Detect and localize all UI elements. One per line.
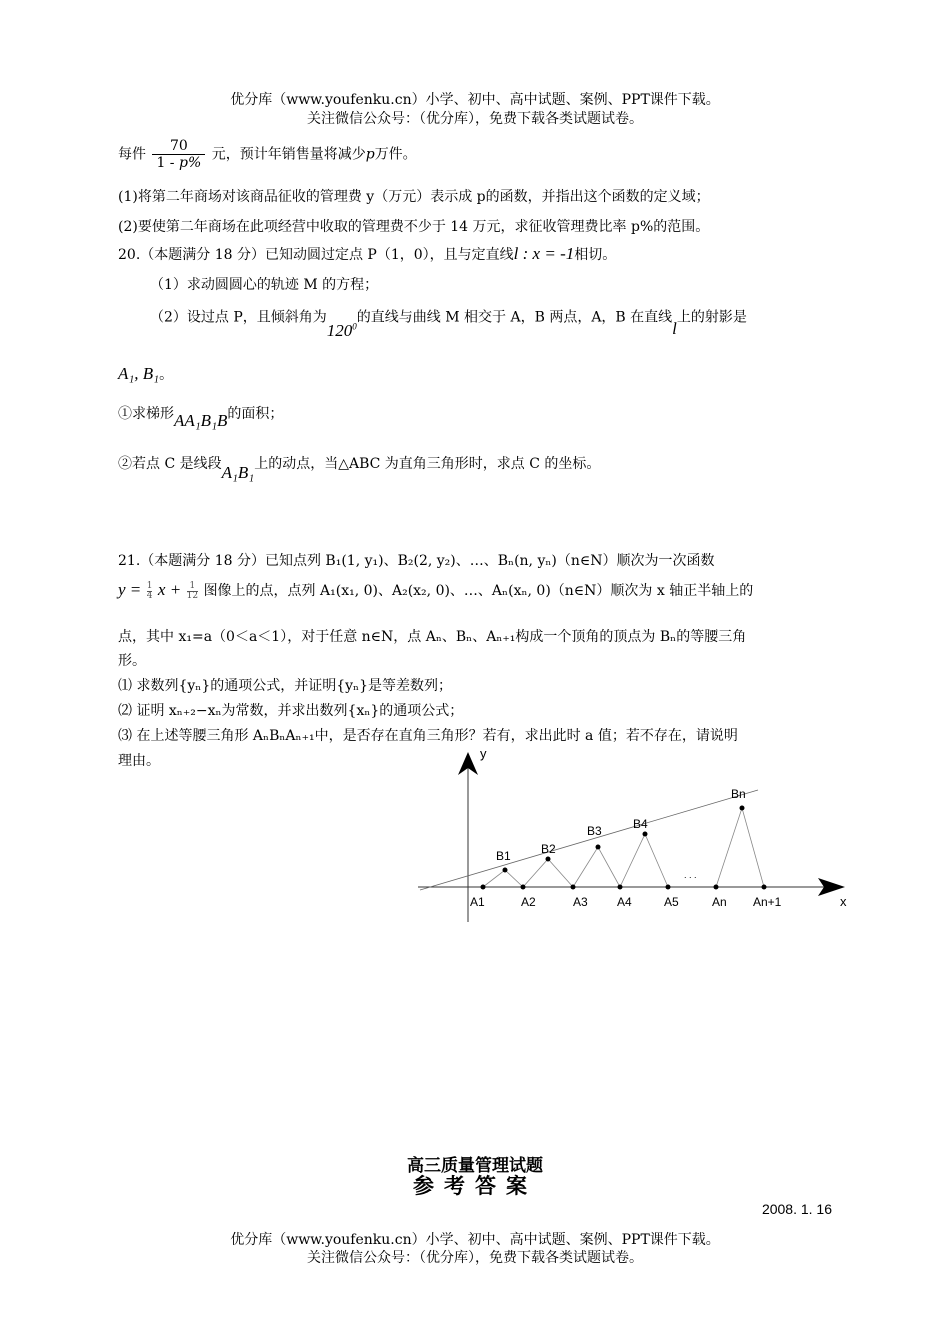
q21-stem-b: y = $\frac{1}{4}$ x + $\frac{1}{12}$ 图像上的点，点列 A₁(x₁, 0)、A₂(x₂, 0)、…、Aₙ(xₙ, 0)（n∈N）顺次为 x 轴正半轴上的 <box>118 580 754 601</box>
q21-part3a: ⑶ 在上述等腰三角形 AₙBₙAₙ₊₁中，是否存在直角三角形？若有，求出此时 a 值；若不存在，请说明 <box>118 728 738 744</box>
label-a1: A1 <box>470 895 485 909</box>
triangle-1 <box>483 870 523 887</box>
header-line-1: 优分库（www.youfenku.cn）小学、初中、高中试题、案例、PPT课件下载。 <box>230 92 720 108</box>
q21-part2: ⑵ 证明 xₙ₊₂−xₙ为常数，并求出数列{xₙ}的通项公式； <box>118 703 464 719</box>
label-a4: A4 <box>617 895 632 909</box>
q19-intro: 每件 $\frac{70}{1 - p\%}$ 元，预计年销售量将减少p万件。 <box>118 138 417 171</box>
answer-date: 2008. 1. 16 <box>761 1201 832 1217</box>
point-b3 <box>596 845 601 850</box>
label-a2: A2 <box>521 895 536 909</box>
label-b4: B4 <box>633 817 648 831</box>
triangle-4 <box>620 834 668 887</box>
price-fraction: $\frac{70}{1 - p\%}$ <box>152 138 205 171</box>
triangle-3 <box>573 847 620 887</box>
header-line-2: 关注微信公众号：（优分库），免费下载各类试题试卷。 <box>307 111 643 127</box>
label-bn: Bn <box>731 787 746 801</box>
directrix-formula: l : x = -1 <box>513 244 575 263</box>
point-an1 <box>762 885 767 890</box>
point-b2 <box>546 857 551 862</box>
label-b1: B1 <box>496 849 511 863</box>
point-b1 <box>503 868 508 873</box>
q20-part2: （2）设过点 P，且倾斜角为$120^0$的直线与曲线 M 相交于 A，B 两点，A，B 在直线l上的射影是 <box>150 309 747 340</box>
answer-title: 高三质量管理试题 <box>407 1156 543 1176</box>
point-b4 <box>643 832 648 837</box>
q21-stem-c: 点，其中 x₁=a（0＜a＜1），对于任意 n∈N，点 Aₙ、Bₙ、Aₙ₊₁构成一个顶角的顶点为 Bₙ的等腰三角 <box>118 629 747 645</box>
point-a5 <box>666 885 671 890</box>
label-a3: A3 <box>573 895 588 909</box>
q21-stem-a: 21.（本题满分 18 分）已知点列 B₁(1, y₁)、B₂(2, y₂)、…、Bₙ(n, yₙ)（n∈N）顺次为一次函数 <box>118 553 715 569</box>
q19-part2: (2)要使第二年商场在此项经营中收取的管理费不少于 14 万元，求征收管理费比率 p%的范围。 <box>118 219 710 235</box>
point-a4 <box>618 885 623 890</box>
point-a2 <box>521 885 526 890</box>
y-axis-label: y <box>480 746 487 761</box>
q20-projections: A₁, B₁。 <box>118 364 174 383</box>
x-axis-label: x <box>840 894 847 909</box>
q21-part3b: 理由。 <box>118 753 160 769</box>
label-b3: B3 <box>587 824 602 838</box>
q19-part1: (1)将第二年商场对该商品征收的管理费 y（万元）表示成 p的函数，并指出这个函数的定义域； <box>118 189 710 205</box>
q21-stem-d: 形。 <box>118 653 146 669</box>
label-a5: A5 <box>664 895 679 909</box>
label-an1: An+1 <box>753 895 782 909</box>
point-an <box>714 885 719 890</box>
q20-part1: （1）求动圆圆心的轨迹 M 的方程； <box>150 277 379 293</box>
answer-subtitle: 参考答案 <box>413 1174 537 1198</box>
footer-line-1: 优分库（www.youfenku.cn）小学、初中、高中试题、案例、PPT课件下载。 <box>230 1232 720 1248</box>
q20-sub2: ②若点 C 是线段A₁B₁上的动点，当△ABC 为直角三角形时，求点 C 的坐标。 <box>118 456 601 482</box>
point-a1 <box>481 885 486 890</box>
point-a3 <box>571 885 576 890</box>
label-b2: B2 <box>541 842 556 856</box>
function-line <box>420 790 758 890</box>
point-bn <box>740 806 745 811</box>
triangle-2 <box>523 859 573 887</box>
q20-stem: 20.（本题满分 18 分）已知动圆过定点 P（1，0），且与定直线l : x = -1相切。 <box>118 244 617 263</box>
angle-value: $120^0$ <box>326 320 357 340</box>
label-an: An <box>712 895 727 909</box>
q21-part1: ⑴ 求数列{yₙ}的通项公式，并证明{yₙ}是等差数列； <box>118 678 453 694</box>
q20-sub1: ①求梯形AA₁B₁B的面积； <box>118 406 284 430</box>
footer-line-2: 关注微信公众号：（优分库），免费下载各类试题试卷。 <box>307 1250 643 1266</box>
triangle-n <box>716 808 764 887</box>
ellipsis: . . . <box>684 870 697 880</box>
